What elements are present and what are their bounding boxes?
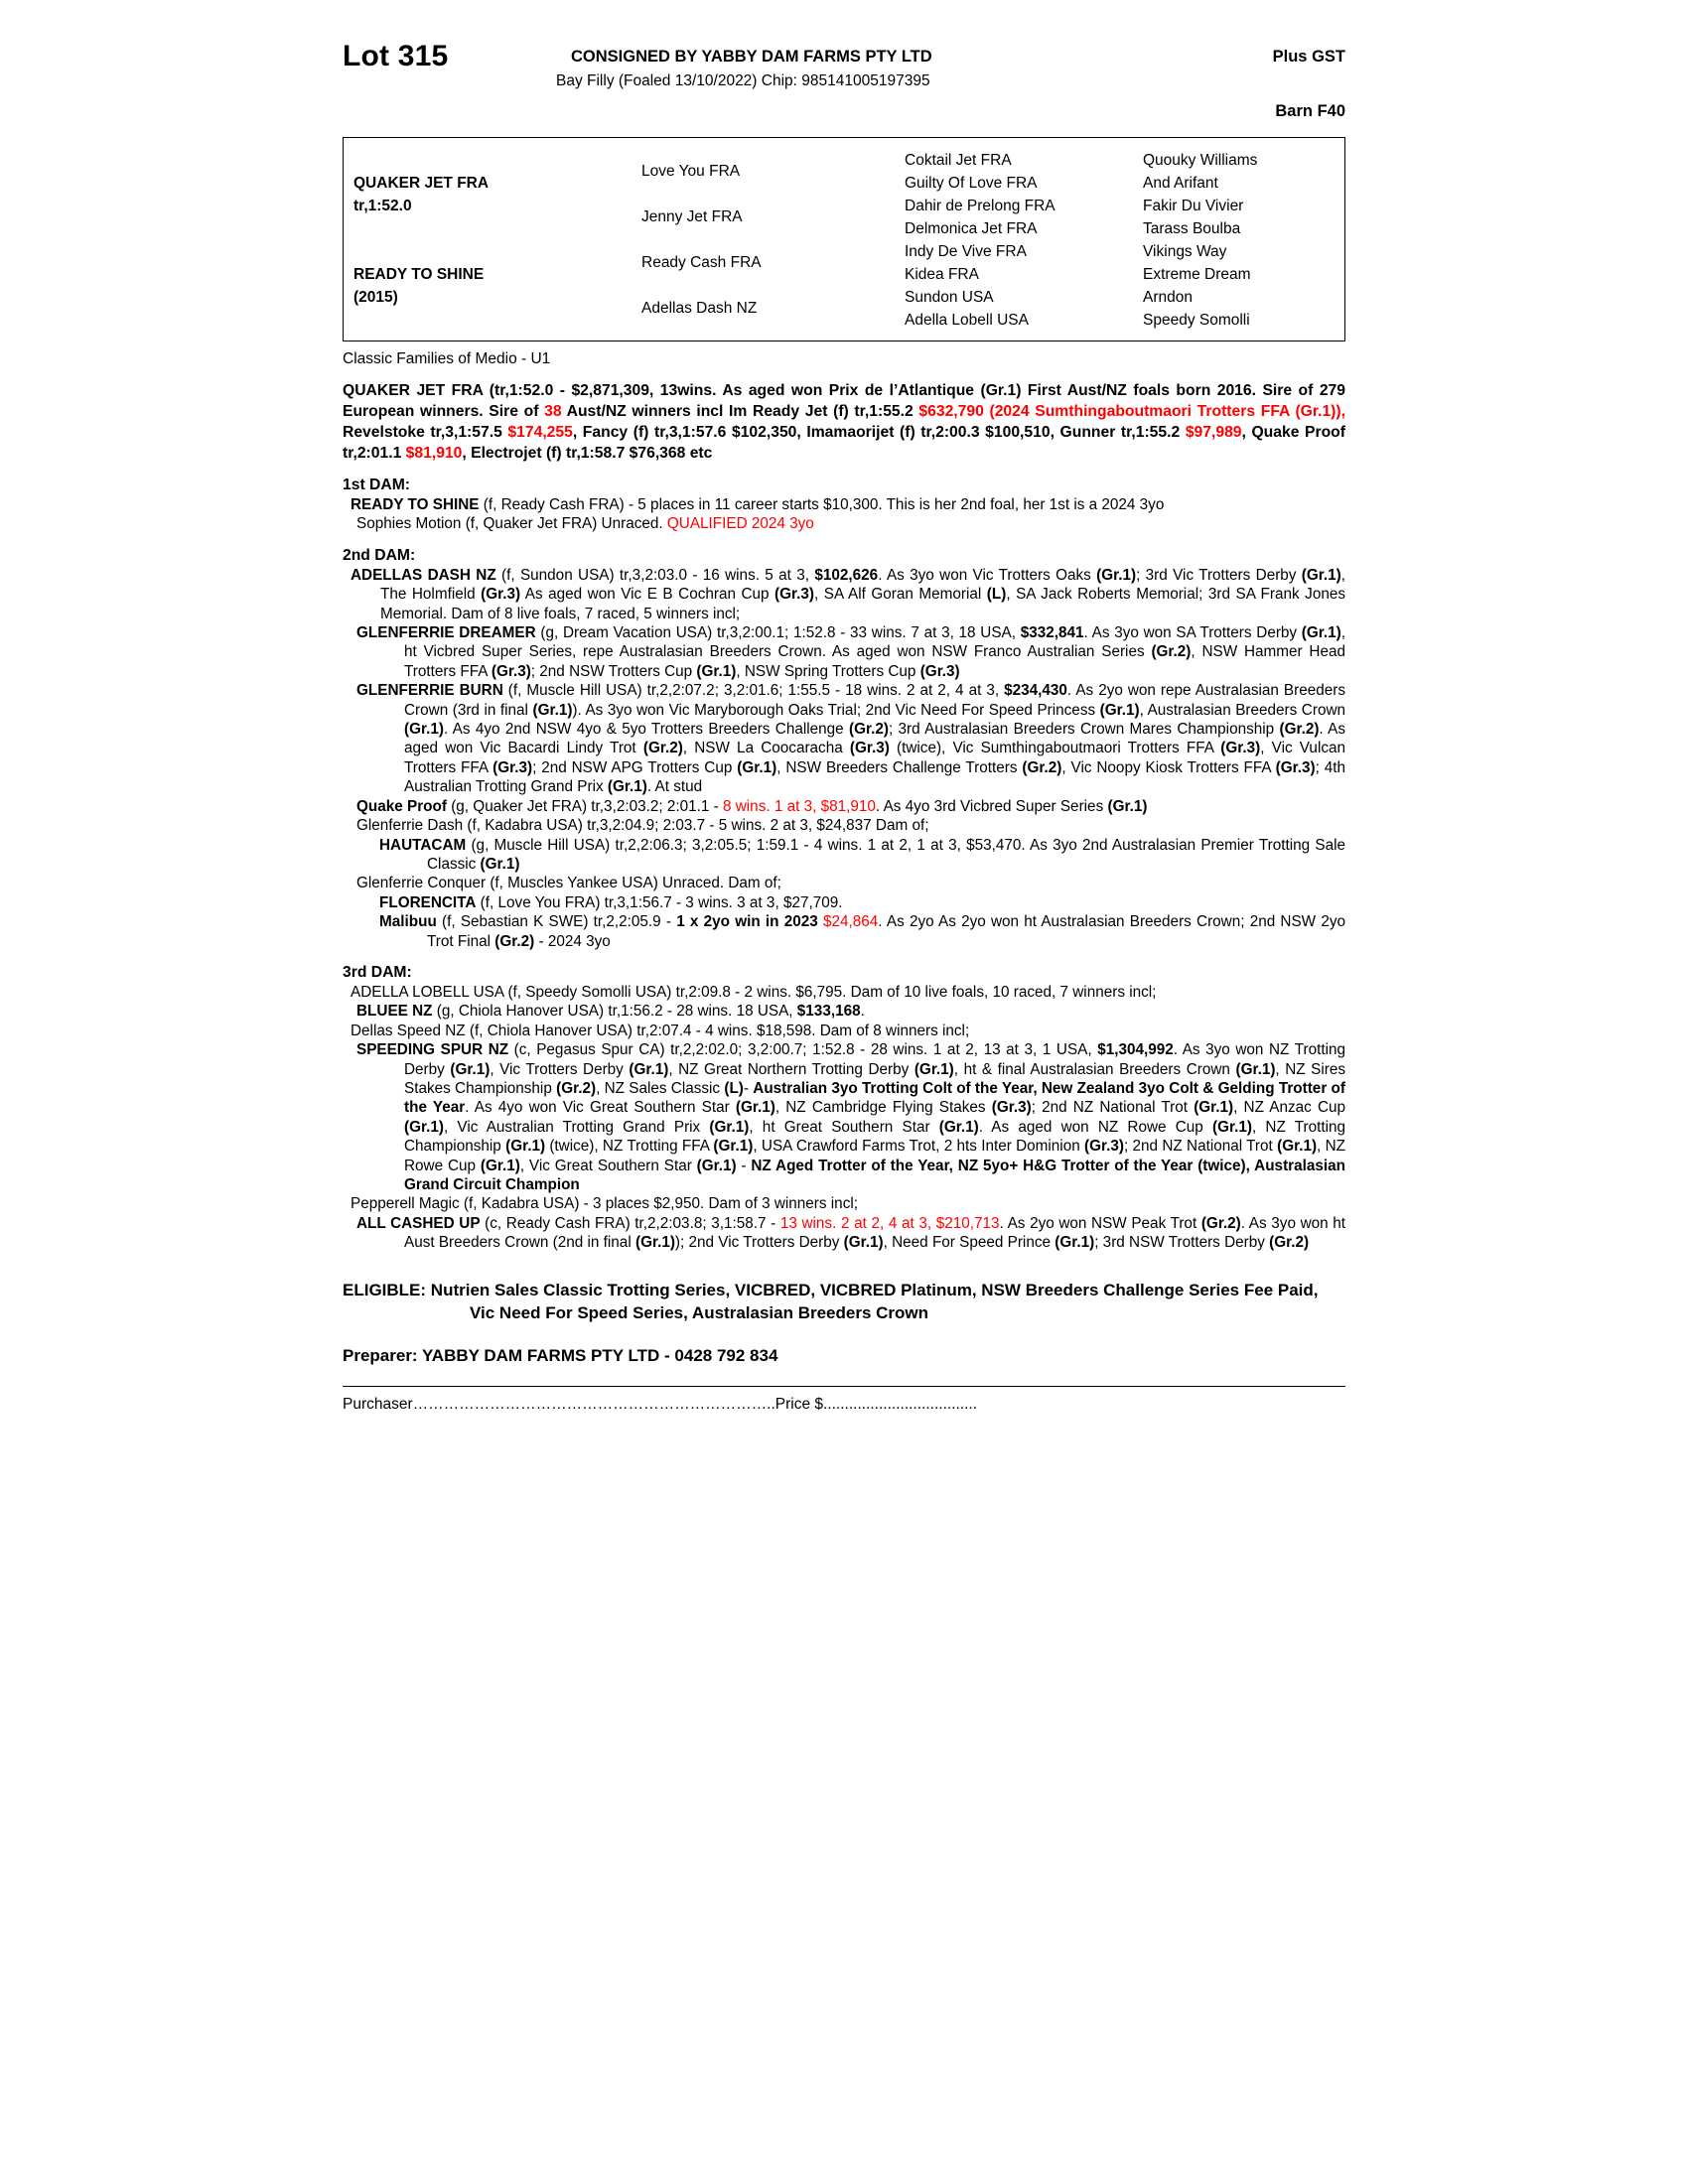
pedigree-gen3-8: Adella Lobell USA [905, 312, 1029, 329]
plus-gst-label: Plus GST [1272, 48, 1345, 66]
gb-b5: (Gr.2) [849, 721, 889, 739]
ss-awards-2: NZ Aged Trotter of the Year, NZ 5yo+ H&G Trotter of the Year (twice), Australasian Grand Circuit Champion [404, 1157, 1345, 1193]
sire-text-1: QUAKER JET FRA (tr,1:52.0 - $2,871,309, 13wins. As aged won Prix de l’Atlantique (Gr.1) First Aust/NZ foals born 2016. Sire of 279 European winners. Sire of [343, 382, 1345, 420]
first-dam-name: READY TO SHINE [351, 496, 480, 513]
classic-families-line: Classic Families of Medio - U1 [343, 350, 551, 367]
pedigree-col-grandparents [632, 138, 895, 341]
pedigree-gen4-5: Vikings Way [1143, 243, 1227, 260]
qp-t1: (g, Quaker Jet FRA) tr,3,2:03.2; 2:01.1 - [446, 797, 723, 815]
ss-t17: (twice), NZ Trotting FFA [545, 1138, 714, 1156]
ss-t2: . As 3yo won NZ Trotting Derby [404, 1041, 1345, 1078]
ss-b3: (Gr.1) [629, 1060, 669, 1078]
ss-b21: (Gr.1) [696, 1157, 737, 1174]
gb-b12: (Gr.2) [1022, 758, 1062, 776]
ac-t1: (c, Ready Cash FRA) tr,2,2:03.8; 3,1:58.7 - [480, 1214, 780, 1232]
ss-b4: (Gr.1) [914, 1060, 954, 1078]
fl-t1: (f, Love You FRA) tr,3,1:56.7 - 3 wins. 3 at 3, $27,709. [476, 893, 843, 911]
sire-red-4: $97,989 [1185, 424, 1242, 441]
ac-b4: (Gr.1) [1055, 1234, 1095, 1252]
ss-b19: (Gr.1) [1277, 1138, 1318, 1156]
sire-text-2: Aust/NZ winners incl Im Ready Jet (f) tr,1:55.2 [561, 403, 919, 420]
adella-lobell-entry: ADELLA LOBELL USA (f, Speedy Somolli USA) tr,2:09.8 - 2 wins. $6,795. Dam of 10 live foals, 10 raced, 7 winners incl; [351, 983, 1157, 1001]
ac-b1: (Gr.2) [1200, 1214, 1241, 1232]
ss-b20: (Gr.1) [480, 1157, 520, 1174]
ss-t3: , Vic Trotters Derby [490, 1060, 630, 1078]
ss-b12: (Gr.1) [404, 1118, 444, 1136]
ss-b11: (Gr.1) [1194, 1099, 1234, 1117]
ac-t2: . As 2yo won NSW Peak Trot [999, 1214, 1201, 1232]
adellas-t-d: ; 3rd Vic Trotters Derby [1136, 566, 1302, 584]
ss-b5: (Gr.1) [1235, 1060, 1276, 1078]
ss-b17: (Gr.1) [713, 1138, 754, 1156]
sire-text-3: Revelstoke tr,3,1:57.5 [343, 424, 508, 441]
ss-t22: - [736, 1157, 752, 1174]
first-dam-foal-entry [343, 514, 1345, 533]
adellas-t-c: . As 3yo won Vic Trotters Oaks [878, 566, 1097, 584]
first-dam-text: (f, Ready Cash FRA) - 5 places in 11 career starts $10,300. This is her 2nd foal, her 1st is a 2024 3yo [479, 496, 1165, 513]
quake-proof-name: Quake Proof [356, 797, 447, 815]
adellas-grade-5: (L) [986, 586, 1007, 604]
ss-t5: , ht & final Australasian Breeders Crown [953, 1060, 1236, 1078]
ac-t5: , Need For Speed Prince [883, 1234, 1055, 1252]
quake-proof-entry [343, 797, 1345, 816]
bluee-name: BLUEE NZ [356, 1003, 433, 1021]
malibuu-entry [343, 912, 1345, 951]
pedigree-gen2-3: Ready Cash FRA [641, 254, 762, 271]
eligible-block [343, 1279, 1345, 1324]
sire-name: QUAKER JET FRA [353, 175, 490, 192]
page-header [343, 40, 1345, 131]
qp-b1: (Gr.1) [1107, 797, 1148, 815]
ss-awards-1: Australian 3yo Trotting Colt of the Year, New Zealand 3yo Colt & Gelding Trotter of the Year [404, 1079, 1345, 1117]
ss-t16: , NZ Trotting Championship [404, 1118, 1346, 1156]
gb-t12: , NSW Breeders Challenge Trotters [776, 758, 1023, 776]
gd-b5: (Gr.1) [696, 662, 737, 680]
pedigree-gen4-2: And Arifant [1143, 175, 1218, 192]
foal-qualified-note: QUALIFIED 2024 3yo [666, 515, 814, 533]
gb-t2: . As 2yo won repe Australasian Breeders Crown (3rd in final [404, 682, 1345, 719]
mb-b1: 1 x 2yo win in 2023 [676, 913, 818, 931]
adellas-grade-1: (Gr.1) [1096, 566, 1137, 584]
ss-t6: , NZ Sires Stakes Championship [404, 1060, 1345, 1097]
gb-t10: , Vic Vulcan Trotters FFA [404, 740, 1346, 776]
pepperell-magic-entry: Pepperell Magic (f, Kadabra USA) - 3 places $2,950. Dam of 3 winners incl; [351, 1195, 858, 1213]
gb-t8: , NSW La Coocaracha [682, 740, 850, 757]
pedigree-col-parents [344, 138, 632, 341]
ss-t15: . As aged won NZ Rowe Cup [978, 1118, 1212, 1136]
pedigree-gen2-4: Adellas Dash NZ [641, 300, 758, 317]
ss-t10: , NZ Cambridge Flying Stakes [774, 1099, 992, 1117]
speeding-spur-name: SPEEDING SPUR NZ [356, 1041, 509, 1059]
ss-b15: (Gr.1) [1212, 1118, 1252, 1136]
gb-t4: , Australasian Breeders Crown [1139, 701, 1346, 719]
pedigree-gen3-1: Coktail Jet FRA [905, 152, 1012, 169]
gd-t4: , NSW Hammer Head Trotters FFA [404, 643, 1345, 680]
qp-red: 8 wins. 1 at 3, $81,910 [722, 797, 876, 815]
ss-b6: (Gr.2) [556, 1079, 597, 1097]
gd-t6: , NSW Spring Trotters Cup [736, 662, 920, 680]
adellas-t-a: (f, Sundon USA) tr,3,2:03.0 - 16 wins. 5 at 3, [495, 566, 815, 584]
gb-t14: ; 4th Australian Trotting Grand Prix [404, 758, 1345, 796]
ss-t1: (c, Pegasus Spur CA) tr,2,2:02.0; 3,2:00.7; 1:52.8 - 28 wins. 1 at 2, 13 at 3, 1 USA, [508, 1041, 1098, 1059]
glenferrie-dreamer-name: GLENFERRIE DREAMER [356, 624, 536, 642]
ha-t1: (g, Muscle Hill USA) tr,2,2:06.3; 3,2:05.5; 1:59.1 - 4 wins. 1 at 2, 1 at 3, $53,470. As 3yo 2nd Australasian Premier Trotting Sale Classic [427, 836, 1345, 873]
gb-b7: (Gr.2) [642, 740, 683, 757]
ss-t20: , NZ Rowe Cup [404, 1138, 1345, 1174]
ss-b14: (Gr.1) [938, 1118, 979, 1136]
gd-t1: (g, Dream Vacation USA) tr,3,2:00.1; 1:52.8 - 33 wins. 7 at 3, 18 USA, [535, 624, 1021, 642]
gb-t3: ). As 3yo won Vic Maryborough Oaks Trial; 2nd Vic Need For Speed Princess [572, 701, 1100, 719]
ss-t9: . As 4yo won Vic Great Southern Star [465, 1099, 736, 1117]
dellas-speed-entry: Dellas Speed NZ (f, Chiola Hanover USA) tr,2:07.4 - 4 wins. $18,598. Dam of 8 winners incl; [351, 1022, 970, 1039]
ss-b10: (Gr.3) [991, 1099, 1032, 1117]
mb-red: $24,864 [817, 913, 879, 931]
gb-b8: (Gr.3) [849, 740, 890, 757]
gd-earnings: $332,841 [1020, 624, 1084, 642]
pedigree-gen2-2: Jenny Jet FRA [641, 208, 743, 225]
gd-t2: . As 3yo won SA Trotters Derby [1083, 624, 1302, 642]
adellas-dash-entry [343, 566, 1345, 623]
ac-b2: (Gr.1) [634, 1234, 675, 1252]
adellas-grade-4: (Gr.3) [774, 586, 814, 604]
gb-b2: (Gr.1) [532, 701, 573, 719]
ss-b13: (Gr.1) [709, 1118, 750, 1136]
pedigree-gen4-1: Quouky Williams [1143, 152, 1258, 169]
adellas-grade-3: (Gr.3) [481, 586, 521, 604]
pedigree-gen4-3: Fakir Du Vivier [1143, 198, 1244, 214]
gb-b9: (Gr.3) [1220, 740, 1261, 757]
pedigree-col-gen4 [1133, 138, 1346, 341]
gb-t7: . As aged won Vic Bacardi Lindy Trot [404, 721, 1346, 757]
malibuu-name: Malibuu [379, 913, 437, 931]
pedigree-gen3-3: Dahir de Prelong FRA [905, 198, 1055, 214]
sire-red-3: $174,255 [507, 424, 573, 441]
ac-t3: . As 3yo won ht Aust Breeders Crown (2nd in final [404, 1214, 1346, 1252]
gb-b10: (Gr.3) [492, 758, 533, 776]
pedigree-gen3-2: Guilty Of Love FRA [905, 175, 1038, 192]
barn-label: Barn F40 [1275, 102, 1345, 120]
preparer-line: Preparer: YABBY DAM FARMS PTY LTD - 0428 792 834 [343, 1345, 778, 1365]
gb-b6: (Gr.2) [1279, 721, 1320, 739]
mb-b2: (Gr.2) [494, 932, 535, 950]
first-dam-entry [343, 495, 1345, 514]
ss-t19: ; 2nd NZ National Trot [1123, 1138, 1278, 1156]
gb-b4: (Gr.1) [404, 721, 444, 739]
ss-earnings: $1,304,992 [1097, 1041, 1174, 1059]
ss-b7: (L) [724, 1079, 744, 1097]
gb-b11: (Gr.1) [737, 758, 777, 776]
ac-t6: ; 3rd NSW Trotters Derby [1094, 1234, 1270, 1252]
eligible-label: ELIGIBLE: [343, 1280, 427, 1299]
gd-t5: ; 2nd NSW Trotters Cup [530, 662, 697, 680]
gb-t9: (twice), Vic Sumthingaboutmaori Trotters FFA [889, 740, 1221, 757]
foal-text: Sophies Motion (f, Quaker Jet FRA) Unraced. [356, 515, 667, 533]
pedigree-gen3-4: Delmonica Jet FRA [905, 220, 1038, 237]
pedigree-gen3-7: Sundon USA [905, 289, 994, 306]
all-cashed-up-entry [343, 1214, 1345, 1253]
adellas-t-g: , SA Alf Goran Memorial [814, 586, 987, 604]
ss-t11: ; 2nd NZ National Trot [1031, 1099, 1195, 1117]
purchaser-line: Purchaser……………………………………………………………..Price $.................................... [343, 1386, 1345, 1414]
gb-t5: . As 4yo 2nd NSW 4yo & 5yo Trotters Breeders Challenge [443, 721, 849, 739]
ss-t4: , NZ Great Northern Trotting Derby [668, 1060, 914, 1078]
ac-b5: (Gr.2) [1269, 1234, 1310, 1252]
eligible-text: Nutrien Sales Classic Trotting Series, VICBRED, VICBRED Platinum, NSW Breeders Challenge Series Fee Paid, Vic Need For Speed Series, Australasian Breeders Crown [426, 1280, 1319, 1322]
ac-t4: ); 2nd Vic Trotters Derby [674, 1234, 844, 1252]
ha-b1: (Gr.1) [480, 855, 520, 873]
sire-red-5: $81,910 [405, 445, 463, 462]
ss-b18: (Gr.3) [1084, 1138, 1124, 1156]
dam-detail: (2015) [353, 289, 398, 306]
pedigree-table [343, 137, 1345, 341]
sire-text-6: , Electrojet (f) tr,1:58.7 $76,368 etc [462, 445, 713, 462]
ss-t8: - [743, 1079, 754, 1097]
second-dam-heading: 2nd DAM: [343, 546, 416, 564]
sire-text-4: , Fancy (f) tr,3,1:57.6 $102,350, Imamaorijet (f) tr,2:00.3 $100,510, Gunner tr,1:55.2 [572, 424, 1186, 441]
glenferrie-dash-entry: Glenferrie Dash (f, Kadabra USA) tr,3,2:04.9; 2:03.7 - 5 wins. 2 at 3, $24,837 Dam of; [356, 817, 929, 835]
sire-red-1: 38 [544, 403, 562, 420]
ac-b3: (Gr.1) [843, 1234, 884, 1252]
ss-t18: , USA Crawford Farms Trot, 2 hts Inter Dominion [753, 1138, 1085, 1156]
qp-t2: . As 4yo 3rd Vicbred Super Series [875, 797, 1108, 815]
sire-summary-paragraph [343, 380, 1345, 464]
pedigree-gen3-6: Kidea FRA [905, 266, 979, 283]
bluee-entry [343, 1002, 1345, 1021]
gd-b2: (Gr.1) [1301, 624, 1341, 642]
gd-b4: (Gr.3) [491, 662, 531, 680]
ss-t13: , Vic Australian Trotting Grand Prix [443, 1118, 710, 1136]
mb-t1: (f, Sebastian K SWE) tr,2,2:05.9 - [436, 913, 677, 931]
gb-t11: ; 2nd NSW APG Trotters Cup [532, 758, 738, 776]
lot-number: Lot 315 [343, 40, 449, 72]
glenferrie-burn-entry [343, 681, 1345, 796]
gb-t15: . At stud [646, 778, 703, 796]
gb-t6: ; 3rd Australasian Breeders Crown Mares Championship [888, 721, 1280, 739]
first-dam-heading: 1st DAM: [343, 477, 410, 493]
adellas-dash-name: ADELLAS DASH NZ [351, 566, 496, 584]
sire-detail: tr,1:52.0 [353, 198, 412, 214]
gb-b13: (Gr.3) [1275, 758, 1316, 776]
florencita-name: FLORENCITA [379, 893, 477, 911]
bl-earnings: $133,168 [796, 1003, 861, 1021]
glenferrie-burn-name: GLENFERRIE BURN [356, 682, 503, 700]
gb-b14: (Gr.1) [607, 778, 647, 796]
pedigree-gen4-6: Extreme Dream [1143, 266, 1251, 283]
animal-description: Bay Filly (Foaled 13/10/2022) Chip: 985141005197395 [556, 72, 930, 89]
speeding-spur-entry [343, 1040, 1345, 1194]
gd-t3: , ht Vicbred Super Series, repe Australasian Breeders Crown. As aged won NSW Franco Australian Series [404, 624, 1345, 661]
gd-b6: (Gr.3) [919, 662, 960, 680]
gb-earnings: $234,430 [1004, 682, 1067, 700]
gb-t1: (f, Muscle Hill USA) tr,2,2:07.2; 3,2:01.6; 1:55.5 - 18 wins. 2 at 2, 4 at 3, [502, 682, 1005, 700]
adellas-grade-2: (Gr.1) [1301, 566, 1341, 584]
adellas-earnings: $102,626 [814, 566, 879, 584]
ss-b16: (Gr.1) [505, 1138, 546, 1156]
pedigree-gen4-7: Arndon [1143, 289, 1193, 306]
pedigree-gen2-1: Love You FRA [641, 163, 741, 180]
bl-t1: (g, Chiola Hanover USA) tr,1:56.2 - 28 wins. 18 USA, [432, 1003, 797, 1021]
mb-t2: . As 2yo As 2yo won ht Australasian Breeders Crown; 2nd NSW 2yo Trot Final [427, 913, 1345, 950]
page-content [343, 40, 1345, 1414]
consignor-line: CONSIGNED BY YABBY DAM FARMS PTY LTD [571, 48, 932, 66]
pedigree-gen4-8: Speedy Somolli [1143, 312, 1250, 329]
gd-b3: (Gr.2) [1151, 643, 1192, 661]
all-cashed-up-name: ALL CASHED UP [356, 1214, 481, 1232]
pedigree-gen3-5: Indy De Vive FRA [905, 243, 1027, 260]
third-dam-heading: 3rd DAM: [343, 963, 412, 981]
ss-b2: (Gr.1) [450, 1060, 491, 1078]
gb-b3: (Gr.1) [1099, 701, 1140, 719]
bl-t2: . [860, 1003, 865, 1021]
adellas-t-h: , SA Jack Roberts Memorial; 3rd SA Frank Jones Memorial. Dam of 8 live foals, 7 raced, 5 winners incl; [380, 586, 1345, 622]
glenferrie-conquer-entry: Glenferrie Conquer (f, Muscles Yankee USA) Unraced. Dam of; [356, 875, 781, 892]
ss-t12: , NZ Anzac Cup [1233, 1099, 1346, 1117]
adellas-t-e: , The Holmfield [380, 566, 1345, 604]
ac-red: 13 wins. 2 at 2, 4 at 3, $210,713 [779, 1214, 1000, 1232]
florencita-entry [343, 893, 1345, 912]
ss-t14: , ht Great Southern Star [749, 1118, 939, 1136]
hautacam-name: HAUTACAM [379, 836, 467, 854]
gb-t13: , Vic Noopy Kiosk Trotters FFA [1061, 758, 1276, 776]
dam-name: READY TO SHINE [353, 266, 485, 283]
ss-t7: , NZ Sales Classic [596, 1079, 725, 1097]
sire-text-5: , Quake Proof tr,2:01.1 [343, 424, 1345, 462]
glenferrie-dreamer-entry [343, 623, 1345, 681]
mb-t3: - 2024 3yo [534, 932, 611, 950]
pedigree-gen4-4: Tarass Boulba [1143, 220, 1241, 237]
hautacam-entry [343, 836, 1345, 875]
adellas-t-f: As aged won Vic E B Cochran Cup [520, 586, 775, 604]
ss-t21: , Vic Great Southern Star [519, 1157, 697, 1174]
pedigree-col-great-grandparents [895, 138, 1133, 341]
purchaser-block [343, 1386, 1345, 1414]
ss-b9: (Gr.1) [735, 1099, 775, 1117]
sire-red-2: $632,790 (2024 Sumthingaboutmaori Trotters FFA (Gr.1)), [918, 403, 1345, 420]
